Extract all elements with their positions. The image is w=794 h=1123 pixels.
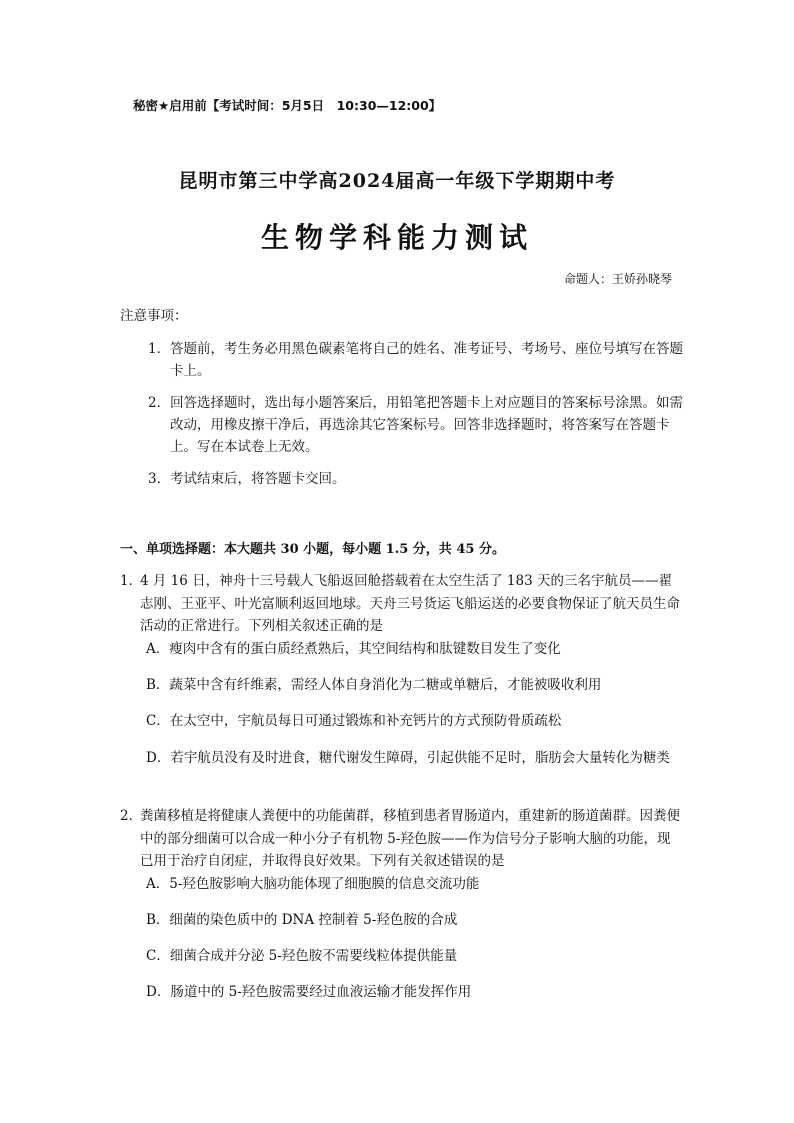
- notice-heading: 注意事项：: [120, 308, 188, 324]
- notice-item-text: 答题前，考生务必用黑色碳素笔将自己的姓名、准考证号、考场号、座位号填写在答题卡上。: [170, 341, 683, 379]
- question-stem: 4 月 16 日，神舟十三号载人飞船返回舱搭载着在太空生活了 183 天的三名宇航员——翟志刚、王亚平、叶光富顺利返回地球。天舟三号货运飞船运送的必要食物保证了航天员生命活动的正常进行。下列相关叙述正确的是: [140, 573, 680, 634]
- notice-item-number: 2．: [148, 395, 171, 411]
- subject-title: 生物学科能力测试: [260, 221, 533, 254]
- notice-item-text: 回答选择题时，选出每小题答案后，用铅笔把答题卡上对应题目的答案标号涂黑。如需改动，用橡皮擦干净后，再选涂其它答案标号。回答非选择题时，将答案写在答题卡上。写在本试卷上无效。: [170, 395, 683, 455]
- question-stem: 粪菌移植是将健康人粪便中的功能菌群，移植到患者胃肠道内，重建新的肠道菌群。因粪便中的部分细菌可以合成一种小分子有机物 5-羟色胺——作为信号分子影响大脑的功能，现已用于治疗自闭症，并取得良好效果。下列有关叙述错误的是: [140, 808, 680, 869]
- notice-item-number: 3．: [148, 471, 171, 487]
- question-2: [120, 805, 680, 873]
- author-line: 命题人：王娇孙晓琴: [563, 272, 672, 286]
- option-a: A．瘦肉中含有的蛋白质经煮熟后，其空间结构和肽键数目发生了变化: [146, 641, 561, 657]
- option-b: B．细菌的染色质中的 DNA 控制着 5-羟色胺的合成: [146, 912, 458, 928]
- school-exam-title: 昆明市第三中学高2024届高一年级下学期期中考: [178, 170, 616, 192]
- question-number: 1．: [120, 573, 143, 589]
- option-c: C．细菌合成并分泌 5-羟色胺不需要线粒体提供能量: [146, 948, 458, 964]
- section-heading: 一、单项选择题：本大题共 30 小题，每小题 1.5 分，共 45 分。: [120, 542, 505, 557]
- option-a: A．5-羟色胺影响大脑功能体现了细胞膜的信息交流功能: [146, 876, 480, 892]
- notice-item-number: 1．: [148, 341, 171, 357]
- question-number: 2．: [120, 808, 143, 824]
- option-b: B．蔬菜中含有纤维素，需经人体自身消化为二糖或单糖后，才能被吸收利用: [146, 677, 602, 693]
- exam-time-header: 秘密★启用前【考试时间：5月5日 10:30—12:00】: [133, 98, 442, 113]
- notice-item: [148, 338, 688, 382]
- option-c: C．在太空中，宇航员每日可通过锻炼和补充钙片的方式预防骨质疏松: [146, 713, 562, 729]
- notice-item: [148, 468, 688, 490]
- question-1: [120, 570, 680, 638]
- notice-item-text: 考试结束后，将答题卡交回。: [170, 471, 346, 487]
- option-d: D．肠道中的 5-羟色胺需要经过血液运输才能发挥作用: [146, 984, 472, 1000]
- option-d: D．若宇航员没有及时进食，糖代谢发生障碍，引起供能不足时，脂肪会大量转化为糖类: [146, 750, 670, 766]
- notice-item: [148, 392, 688, 458]
